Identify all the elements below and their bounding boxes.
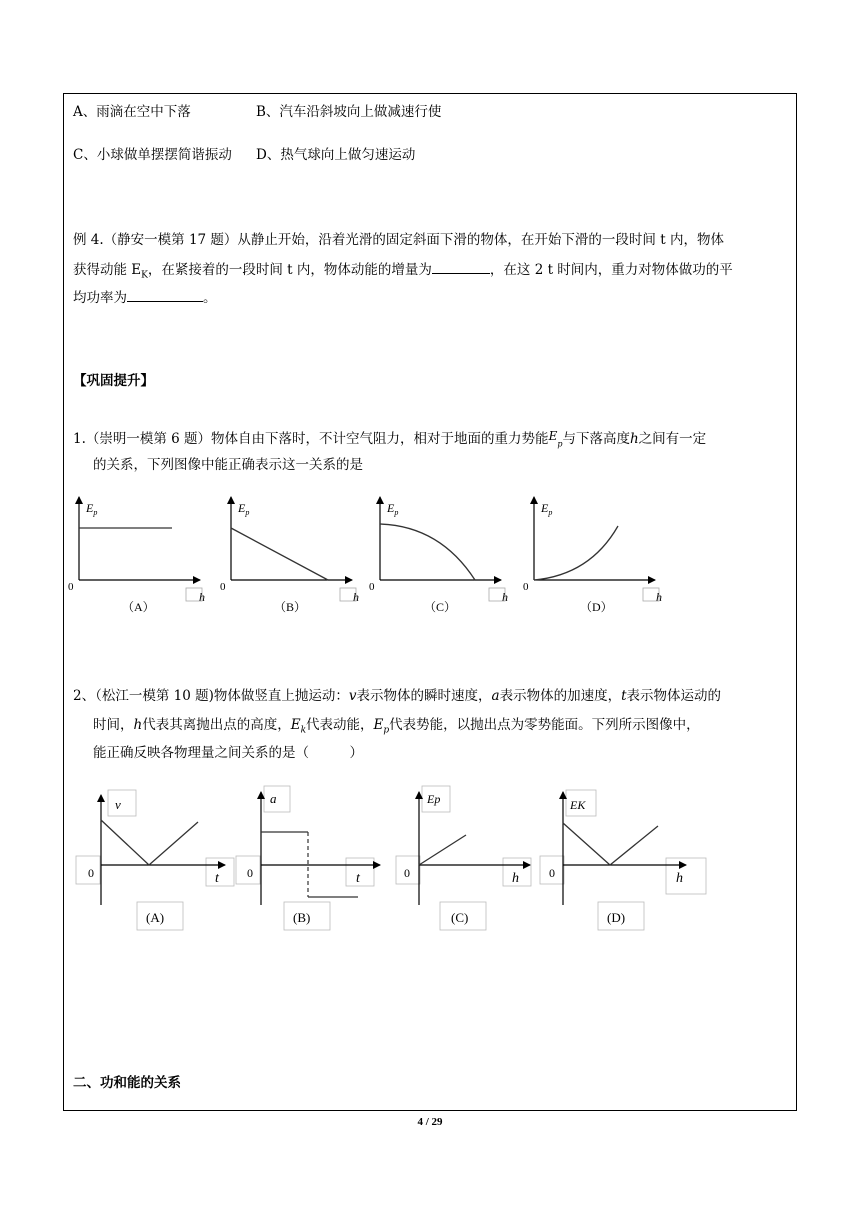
q2-xlabel-c: h: [512, 871, 519, 886]
q2-xlabel-d: h: [676, 871, 683, 886]
q2-xlabel-a: t: [215, 871, 219, 886]
q2-origin-c: 0: [404, 866, 410, 880]
q1-caption-c: （C）: [424, 600, 457, 614]
q1-caption-a: （A）: [122, 600, 155, 614]
q2-curve-c: [419, 835, 466, 865]
q1-origin-c: 0: [369, 581, 375, 593]
q2-ylabel-a: v: [115, 797, 121, 812]
q1-xlabel-a: h: [199, 590, 205, 604]
q1-graph-b: [220, 497, 359, 614]
q1-origin-d: 0: [523, 581, 529, 593]
q2-origin-d: 0: [549, 866, 555, 880]
q1-xlabel-d: h: [656, 590, 662, 604]
q2-curve-d: [563, 823, 658, 865]
q2-origin-a: 0: [88, 866, 94, 880]
example4-line1: 例 4.（静安一模第 17 题）从静止开始，沿着光滑的固定斜面下滑的物体，在开始下滑的一段时间 t 内，物体: [73, 232, 724, 248]
q1-caption-d: （D）: [580, 600, 613, 614]
ep-symbol: E: [548, 429, 558, 443]
q2-caption-a: (A): [146, 910, 165, 925]
q1-graph-d: [523, 497, 662, 614]
option-d: D、热气球向上做匀速运动: [256, 147, 416, 163]
q2-caption-d: (D): [607, 910, 626, 925]
q2-origin-b: 0: [247, 866, 253, 880]
q2-graph-a: [76, 790, 234, 930]
q1-caption-b: （B）: [274, 600, 307, 614]
q2-xlabel-b: t: [356, 871, 360, 886]
page-number: 4 / 29: [417, 1116, 443, 1128]
q1-ylabel-c: $E_p$: [387, 501, 399, 517]
curve-b: [231, 528, 328, 580]
q2-graph-d: [540, 790, 706, 930]
option-c: C、小球做单摆摆简谐振动: [73, 147, 232, 163]
option-b: B、汽车沿斜坡向上做减速行使: [256, 104, 442, 120]
q2-graph-b: [236, 786, 380, 930]
q1-ylabel-b: $E_p$: [238, 501, 250, 517]
option-a: A、雨滴在空中下落: [73, 104, 191, 120]
q2-ylabel-c: Ep: [427, 792, 441, 806]
example4-line3: 均功率为 。: [73, 287, 217, 307]
q2-line3: 能正确反映各物理量之间关系的是（ ）: [93, 745, 363, 761]
curve-d: [534, 526, 618, 580]
q2-graph-c: [396, 786, 531, 930]
q2-curve-a: [101, 820, 198, 865]
section-title-work-energy: 二、功和能的关系: [73, 1075, 181, 1091]
q2-line1: 2、（松江一模第 10 题)物体做竖直上抛运动：v表示物体的瞬时速度，a表示物体的加速度，t表示物体运动的: [73, 688, 722, 704]
q2-caption-b: (B): [293, 910, 311, 925]
q2-ylabel-b: a: [270, 791, 277, 806]
q2-line2: 时间，h代表其离抛出点的高度，$E_k$代表动能，$E_p$代表势能，以抛出点为零势能面。下列所示图像中，: [93, 717, 700, 736]
q1-graph-a: [68, 497, 205, 614]
curve-c: [380, 524, 475, 580]
q1-line1: 1.（崇明一模第 6 题）物体自由下落时，不计空气阻力，相对于地面的重力势能$E_p$与下落高度h之间有一定: [73, 429, 707, 449]
q1-line2: 的关系，下列图像中能正确表示这一关系的是: [93, 457, 363, 473]
q2-ylabel-d: EK: [570, 798, 586, 812]
q1-graph-c: [369, 497, 508, 614]
q1-ylabel-a: $E_p$: [86, 501, 98, 517]
q2-caption-c: (C): [451, 910, 469, 925]
section-title-consolidate: 【巩固提升】: [73, 373, 154, 389]
q1-xlabel-b: h: [353, 590, 359, 604]
example4-line2: 获得动能 $E_K$，在紧接着的一段时间 t 内，物体动能的增量为 ，在这 2 t 时间内，重力对物体做功的平: [73, 259, 733, 285]
q1-origin-b: 0: [220, 581, 226, 593]
q1-ylabel-d: $E_p$: [541, 501, 553, 517]
q1-xlabel-c: h: [502, 590, 508, 604]
q1-origin-a: 0: [68, 581, 74, 593]
